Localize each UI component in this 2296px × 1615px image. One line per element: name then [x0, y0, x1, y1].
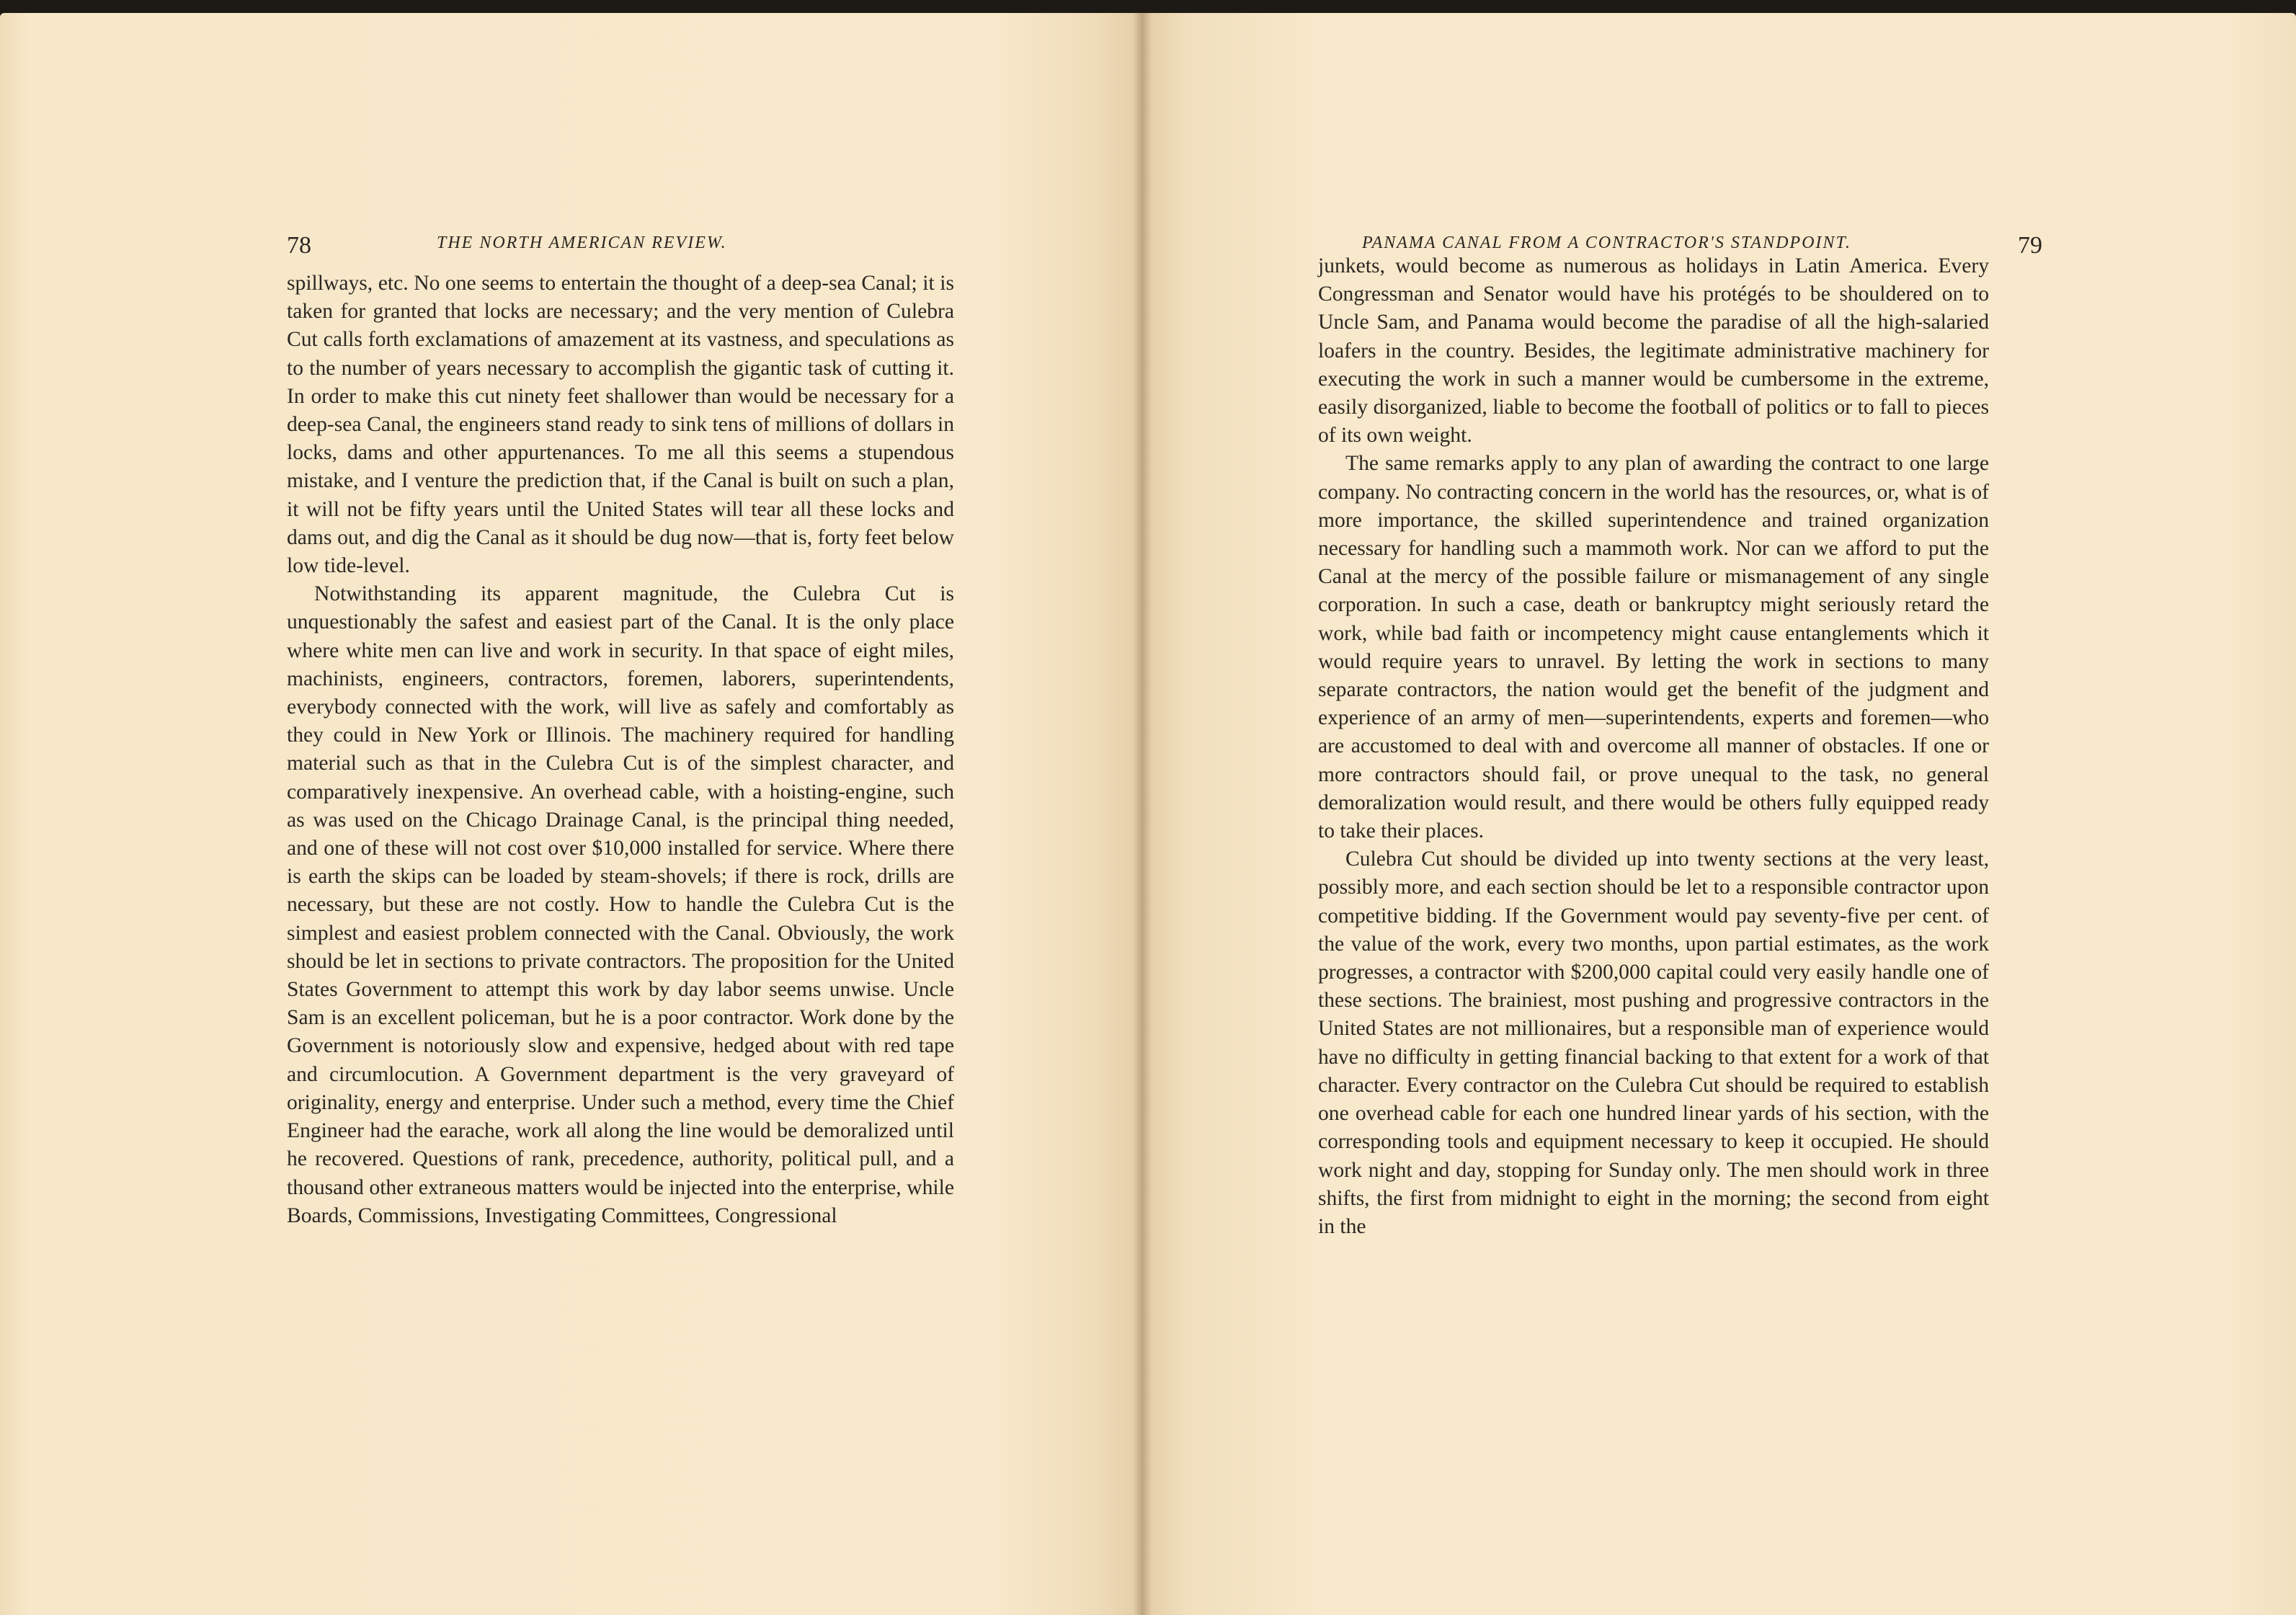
right-page	[1142, 13, 2296, 1615]
book-gutter	[1133, 13, 1152, 1615]
paragraph: Notwithstanding its apparent magnitude, the Culebra Cut is unquestionably the safest and easiest part of the Canal. It is the only place where white men can live and work in security. In that space of eight miles, machinists, engineers, contractors, foremen, laborers, superintendents, everybody connected with the work, will live as safely and comfortably as they could in New York or Illinois. The machinery required for handling material such as that in the Culebra Cut is of the simplest character, and comparatively inexpensive. An overhead cable, with a hoisting-engine, such as was used on the Chicago Drainage Canal, is the principal thing needed, and one of these will not cost over $10,000 installed for service. Where there is earth the skips can be loaded by steam-shovels; if there is rock, drills are necessary, but these are not costly. How to handle the Culebra Cut is the simplest and easiest problem connected with the Canal. Obviously, the work should be let in sections to private contractors. The proposition for the United States Government to attempt this work by day labor seems unwise. Uncle Sam is an excellent policeman, but he is a poor contractor. Work done by the Government is notoriously slow and expensive, hedged about with red tape and circumlocution. A Government department is the very graveyard of originality, energy and enterprise. Under such a method, every time the Chief Engineer had the earache, work all along the line would be demoralized until he recovered. Questions of rank, precedence, authority, political pull, and a thousand other extraneous matters would be injected into the enterprise, while Boards, Commissions, Investigating Committees, Congressional	[287, 582, 954, 1227]
paragraph: Culebra Cut should be divided up into twenty sections at the very least, possibly more, and each section should be let to a responsible contractor upon competitive bidding. If the Government would pay seventy-five per cent. of the value of the work, every two months, upon partial estimates, as the work progresses, a contractor with $200,000 capital could very easily handle one of these sections. The brainiest, most pushing and progressive contractors in the United States are not millionaires, but a responsible man of experience would have no difficulty in getting financial backing to that extent for a work of that character. Every contractor on the Culebra Cut should be required to establish one overhead cable for each one hundred linear yards of his section, with the corresponding tools and equipment necessary to keep it occupied. He should work night and day, stopping for Sunday only. The men should work in three shifts, the first from midnight to eight in the morning; the second from eight in the	[1318, 847, 1989, 1238]
left-page-body	[287, 270, 954, 1230]
left-page-header	[287, 225, 957, 261]
left-page-number: 78	[287, 232, 311, 259]
right-page-number: 79	[2018, 232, 2042, 259]
left-page	[0, 13, 1142, 1615]
paragraph: The same remarks apply to any plan of awarding the contract to one large company. No contracting concern in the world has the resources, or, what is of more importance, the skilled superintendence and trained organization necessary for handling such a mammoth work. Nor can we afford to put the Canal at the mercy of the possible failure or mismanagement of any single corporation. In such a case, death or bankruptcy might seriously retard the work, while bad faith or incompetency might cause entanglements which it would require years to unravel. By letting the work in sections to many separate contractors, the nation would get the benefit of the judgment and experience of an army of men—superintendents, experts and foremen—who are accustomed to deal with and overcome all manner of obstacles. If one or more contractors should fail, or prove unequal to the task, no general demoralization would result, and there would be others fully equipped ready to take their places.	[1318, 452, 1989, 843]
left-running-head: THE NORTH AMERICAN REVIEW.	[437, 233, 727, 252]
paragraph: junkets, would become as numerous as holidays in Latin America. Every Congressman and Senator would have his protégés to be shouldered on to Uncle Sam, and Panama would become the paradise of all the high-salaried loafers in the country. Besides, the legitimate administrative machinery for executing the work in such a manner would be cumbersome in the extreme, easily disorganized, liable to become the football of politics or to fall to pieces of its own weight.	[1318, 254, 1989, 448]
right-page-body	[1318, 252, 1989, 1241]
right-running-head: PANAMA CANAL FROM A CONTRACTOR'S STANDPOINT.	[1362, 233, 1851, 252]
paragraph: spillways, etc. No one seems to entertain the thought of a deep-sea Canal; it is taken for granted that locks are necessary; and the very mention of Culebra Cut calls forth exclamations of amazement at its vastness, and speculations as to the number of years necessary to accomplish the gigantic task of cutting it. In order to make this cut ninety feet shallower than would be necessary for a deep-sea Canal, the engineers stand ready to sink tens of millions of dollars in locks, dams and other appurtenances. To me all this seems a stupendous mistake, and I venture the prediction that, if the Canal is built on such a plan, it will not be fifty years until the United States will tear all these locks and dams out, and dig the Canal as it should be dug now—that is, forty feet below low tide-level.	[287, 272, 954, 578]
